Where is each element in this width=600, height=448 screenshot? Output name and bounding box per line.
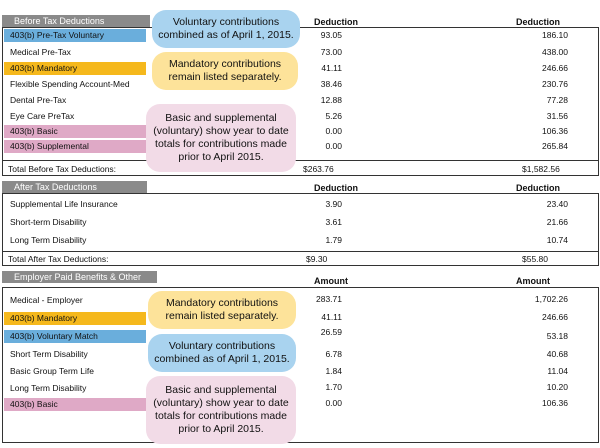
row-label: Supplemental Life Insurance <box>10 199 118 209</box>
after-tax-header: After Tax Deductions <box>2 181 147 193</box>
row-ytd: 23.40 <box>546 199 568 209</box>
row-label: 403(b) Supplemental <box>4 140 146 153</box>
row-current: 38.46 <box>320 79 342 89</box>
before-tax-col2-header: Deduction <box>516 17 560 27</box>
row-label: 403(b) Mandatory <box>4 312 146 325</box>
callout-mandatory: Mandatory contributions remain listed separately. <box>152 52 298 90</box>
after-tax-total-label: Total After Tax Deductions: <box>8 254 109 264</box>
row-current: 41.11 <box>321 312 342 322</box>
row-label: Dental Pre-Tax <box>10 95 67 105</box>
row-ytd: 106.36 <box>542 126 568 136</box>
row-current: 41.11 <box>321 63 342 73</box>
callout-voluntary: Voluntary contributions combined as of April 1, 2015. <box>148 334 296 372</box>
row-ytd: 106.36 <box>542 398 568 408</box>
employer-header: Employer Paid Benefits & Other <box>2 271 157 283</box>
row-label: 403(b) Basic <box>4 398 146 411</box>
row-current: 0.00 <box>325 126 342 136</box>
divider <box>2 251 599 252</box>
row-ytd: 10.20 <box>546 382 568 392</box>
row-ytd: 186.10 <box>542 30 568 40</box>
row-ytd: 40.68 <box>546 349 568 359</box>
before-tax-total-ytd: $1,582.56 <box>522 164 560 174</box>
row-current: 93.05 <box>320 30 342 40</box>
row-ytd: 31.56 <box>546 111 568 121</box>
row-current: 283.71 <box>316 294 342 304</box>
row-label: Flexible Spending Account-Med <box>10 79 130 89</box>
callout-mandatory: Mandatory contributions remain listed separately. <box>148 291 296 329</box>
employer-col2-header: Amount <box>516 276 550 286</box>
row-label: 403(b) Basic <box>4 125 146 138</box>
after-tax-total-current: $9.30 <box>306 254 328 264</box>
after-tax-total-ytd: $55.80 <box>522 254 548 264</box>
row-current: 0.00 <box>325 141 342 151</box>
divider <box>2 160 599 161</box>
before-tax-header: Before Tax Deductions <box>2 15 150 27</box>
row-ytd: 1,702.26 <box>534 294 568 304</box>
row-ytd: 265.84 <box>542 141 568 151</box>
row-label: Short Term Disability <box>10 349 88 359</box>
before-tax-total-current: $263.76 <box>303 164 334 174</box>
row-label: Medical Pre-Tax <box>10 47 71 57</box>
before-tax-total-label: Total Before Tax Deductions: <box>8 164 117 174</box>
row-ytd: 53.18 <box>546 331 568 341</box>
callout-voluntary: Voluntary contributions combined as of April 1, 2015. <box>152 10 300 48</box>
row-current: 1.79 <box>325 235 342 245</box>
row-ytd: 438.00 <box>542 47 568 57</box>
row-label: Long Term Disability <box>10 235 87 245</box>
row-ytd: 246.66 <box>542 312 568 322</box>
row-label: Short-term Disability <box>10 217 87 227</box>
row-ytd: 21.66 <box>546 217 568 227</box>
row-ytd: 10.74 <box>546 235 568 245</box>
row-current: 5.26 <box>325 111 342 121</box>
row-current: 1.70 <box>325 382 342 392</box>
row-ytd: 230.76 <box>542 79 568 89</box>
row-label: Medical - Employer <box>10 295 83 305</box>
row-label: Eye Care PreTax <box>10 111 75 121</box>
row-current: 1.84 <box>325 366 342 376</box>
row-label: 403(b) Mandatory <box>4 62 146 75</box>
row-ytd: 246.66 <box>542 63 568 73</box>
after-tax-col1-header: Deduction <box>314 183 358 193</box>
row-label: 403(b) Voluntary Match <box>4 330 146 343</box>
row-current: 6.78 <box>325 349 342 359</box>
row-current: 3.90 <box>325 199 342 209</box>
after-tax-col2-header: Deduction <box>516 183 560 193</box>
row-label: 403(b) Pre-Tax Voluntary <box>4 29 146 42</box>
callout-basic: Basic and supplemental (voluntary) show year to date totals for contributions made prior to April 2015. <box>146 104 296 172</box>
row-ytd: 77.28 <box>546 95 568 105</box>
row-current: 3.61 <box>325 217 342 227</box>
employer-col1-header: Amount <box>314 276 348 286</box>
row-ytd: 11.04 <box>547 366 568 376</box>
row-label: Long Term Disability <box>10 383 87 393</box>
row-current: 26.59 <box>320 327 342 337</box>
row-current: 12.88 <box>320 95 342 105</box>
before-tax-col1-header: Deduction <box>314 17 358 27</box>
row-label: Basic Group Term Life <box>10 366 94 376</box>
row-current: 0.00 <box>325 398 342 408</box>
row-current: 73.00 <box>320 47 342 57</box>
callout-basic: Basic and supplemental (voluntary) show year to date totals for contributions made prior to April 2015. <box>146 376 296 444</box>
